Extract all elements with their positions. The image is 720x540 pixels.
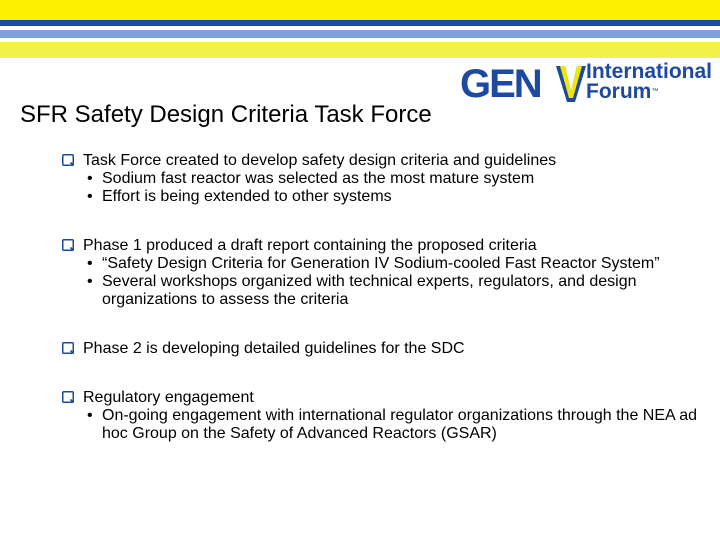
- square-bullet-icon: [62, 342, 74, 354]
- sub-bullet-text: On-going engagement with international regulator organizations through the NEA ad hoc Group on the Safety of Advanced Reactors (GSAR): [102, 407, 698, 442]
- main-bullet: [62, 389, 712, 407]
- main-bullet-text: Phase 2 is developing detailed guidelines for the SDC: [83, 340, 465, 357]
- sub-bullet-text: “Safety Design Criteria for Generation IV Sodium-cooled Fast Reactor System”: [102, 255, 660, 272]
- bullet-section: [62, 152, 712, 206]
- main-bullet: [62, 237, 712, 255]
- slide-body: [62, 152, 712, 474]
- main-bullet-text: Phase 1 produced a draft report containing the proposed criteria: [83, 237, 537, 254]
- header-white-line: [0, 26, 720, 30]
- bullet-section: [62, 389, 712, 443]
- sub-bullet-text: Effort is being extended to other systems: [102, 188, 392, 205]
- sub-bullet-text: Sodium fast reactor was selected as the most mature system: [102, 170, 535, 187]
- header-light-blue-line: [0, 30, 720, 38]
- sub-bullet: [62, 170, 712, 188]
- dot-bullet-icon: •: [87, 170, 93, 187]
- square-bullet-icon: [62, 154, 74, 166]
- sub-bullet-text: Several workshops organized with technical experts, regulators, and design organizations to assess the criteria: [102, 273, 637, 308]
- bullet-section: [62, 237, 712, 309]
- main-bullet: [62, 340, 712, 358]
- sub-bullet: [62, 407, 712, 443]
- header-yellow-line: [0, 42, 720, 58]
- logo-iv-mark-icon: [556, 64, 586, 104]
- main-bullet-text: Task Force created to develop safety design criteria and guidelines: [83, 152, 557, 169]
- square-bullet-icon: [62, 391, 74, 403]
- dot-bullet-icon: •: [87, 273, 93, 290]
- square-bullet-icon: [62, 239, 74, 251]
- slide-title: SFR Safety Design Criteria Task Force: [20, 101, 432, 128]
- sub-bullet: [62, 188, 712, 206]
- dot-bullet-icon: •: [87, 188, 93, 205]
- header-yellow-band: [0, 0, 720, 20]
- logo-international-text: International: [586, 60, 713, 83]
- gen-iv-logo: [460, 60, 713, 108]
- logo-gen-text: GEN: [460, 62, 541, 106]
- main-bullet: [62, 152, 712, 170]
- sub-bullet: [62, 273, 712, 309]
- main-bullet-text: Regulatory engagement: [83, 389, 254, 406]
- logo-forum-text: Forum™: [586, 80, 659, 103]
- dot-bullet-icon: •: [87, 255, 93, 272]
- bullet-section: [62, 340, 712, 358]
- dot-bullet-icon: •: [87, 407, 93, 424]
- sub-bullet: [62, 255, 712, 273]
